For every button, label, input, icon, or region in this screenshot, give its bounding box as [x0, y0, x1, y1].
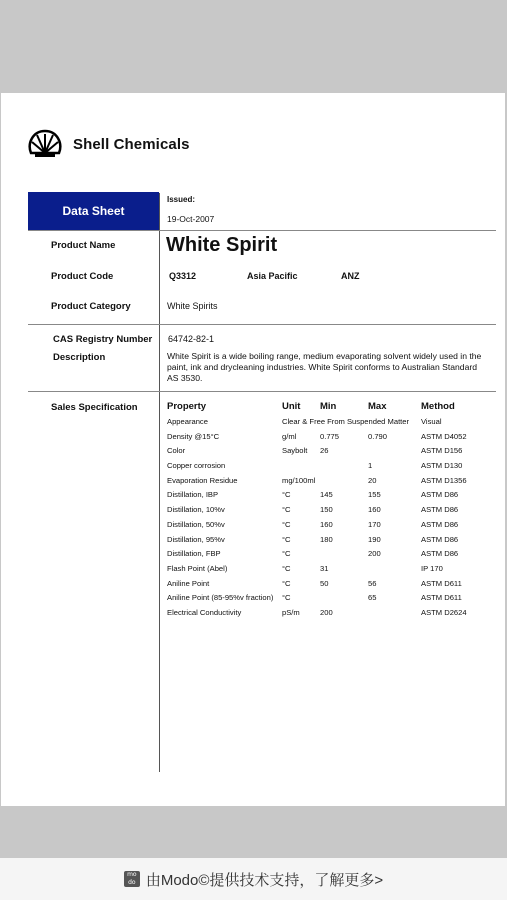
table-cell: pS/m — [282, 607, 300, 617]
table-cell: ASTM D86 — [421, 534, 459, 544]
table-cell — [282, 461, 320, 476]
table-row — [167, 564, 481, 579]
table-cell: °C — [282, 519, 291, 529]
table-cell: 150 — [320, 505, 333, 515]
table-row — [167, 417, 481, 432]
col-header: Method — [421, 401, 455, 412]
product-code-label: Product Code — [51, 271, 114, 282]
table-cell: °C — [282, 490, 291, 500]
divider — [28, 230, 496, 231]
table-cell: Distillation, IBP — [167, 490, 219, 500]
table-cell: °C — [282, 563, 291, 573]
table-cell: 20 — [368, 475, 377, 485]
col-header: Unit — [282, 401, 301, 412]
table-cell — [368, 446, 421, 461]
brand-name: Shell Chemicals — [73, 135, 190, 153]
table-cell: 26 — [320, 446, 329, 456]
table-cell: 1 — [368, 461, 373, 471]
table-cell — [320, 549, 368, 564]
col-header: Min — [320, 401, 337, 412]
table-cell: °C — [282, 593, 291, 603]
table-cell — [320, 461, 368, 476]
table-cell: ASTM D86 — [421, 490, 459, 500]
table-cell: 56 — [368, 578, 377, 588]
table-cell: 200 — [368, 549, 381, 559]
vertical-divider — [159, 193, 160, 772]
cas-number: 64742-82-1 — [168, 334, 215, 344]
issued-label: Issued: — [167, 195, 196, 204]
table-cell: ASTM D1356 — [421, 475, 467, 485]
product-name: White Spirit — [166, 234, 278, 256]
table-row — [167, 549, 481, 564]
table-cell: ASTM D130 — [421, 461, 463, 471]
table-row — [167, 579, 481, 594]
col-header: Max — [368, 401, 387, 412]
table-cell: 0.790 — [368, 431, 388, 441]
table-cell: 31 — [320, 563, 329, 573]
data-sheet-banner: Data Sheet — [28, 192, 159, 230]
product-region: Asia Pacific — [247, 271, 298, 281]
footer-link[interactable]: 由Modo©提供技术支持，了解更多> — [145, 871, 384, 889]
product-code: Q3312 — [169, 271, 197, 281]
product-category-label: Product Category — [51, 301, 131, 312]
table-cell: Distillation, 95%v — [167, 534, 225, 544]
table-cell: Saybolt — [282, 446, 308, 456]
issued-date: 19-Oct-2007 — [167, 214, 215, 224]
spec-table — [167, 401, 481, 623]
table-cell: Copper corrosion — [167, 461, 226, 471]
table-row — [167, 446, 481, 461]
table-cell: 160 — [368, 505, 381, 515]
table-row — [167, 505, 481, 520]
table-cell: 145 — [320, 490, 333, 500]
table-cell: ASTM D86 — [421, 519, 459, 529]
table-cell: 170 — [368, 519, 381, 529]
table-cell: Color — [167, 446, 186, 456]
table-cell — [320, 593, 368, 608]
table-cell: 200 — [320, 607, 333, 617]
divider — [28, 324, 496, 325]
product-category: White Spirits — [167, 301, 218, 311]
table-cell: ASTM D86 — [421, 549, 459, 559]
footer-bar[interactable] — [0, 858, 507, 900]
table-cell: Evaporation Residue — [167, 475, 238, 485]
table-cell: 0.775 — [320, 431, 340, 441]
table-cell: °C — [282, 505, 291, 515]
modo-icon: mo do — [124, 871, 140, 887]
table-cell: ASTM D611 — [421, 578, 462, 588]
table-cell — [368, 608, 421, 623]
table-cell — [368, 564, 421, 579]
shell-logo-icon — [27, 129, 63, 159]
table-cell: °C — [282, 578, 291, 588]
table-cell: 160 — [320, 519, 333, 529]
table-cell: Distillation, 10%v — [167, 505, 225, 515]
spec-header-row — [167, 401, 481, 417]
table-cell: Visual — [421, 417, 442, 426]
table-cell: °C — [282, 549, 291, 559]
table-row — [167, 520, 481, 535]
table-row — [167, 432, 481, 447]
cas-label: CAS Registry Number — [53, 334, 153, 345]
description-label: Description — [53, 352, 106, 363]
table-cell: g/ml — [282, 431, 297, 441]
table-row — [167, 476, 481, 491]
brand-logo — [27, 129, 190, 159]
table-cell: mg/100ml — [282, 475, 316, 485]
table-cell: 65 — [368, 593, 377, 603]
table-row — [167, 608, 481, 623]
table-cell: Distillation, 50%v — [167, 519, 225, 529]
table-cell: ASTM D611 — [421, 593, 462, 603]
table-cell: Density @15°C — [167, 431, 220, 441]
sales-spec-label: Sales Specification — [51, 402, 138, 413]
product-name-label: Product Name — [51, 240, 116, 251]
table-row — [167, 535, 481, 550]
product-market: ANZ — [341, 271, 360, 281]
table-row — [167, 593, 481, 608]
table-cell: Aniline Point — [167, 578, 210, 588]
table-cell: ASTM D2624 — [421, 607, 467, 617]
table-cell: Flash Point (Abel) — [167, 563, 228, 573]
table-row — [167, 461, 481, 476]
table-row — [167, 490, 481, 505]
table-cell: ASTM D156 — [421, 446, 463, 456]
table-cell — [320, 476, 368, 491]
table-cell: ASTM D86 — [421, 505, 459, 515]
table-cell: 50 — [320, 578, 329, 588]
table-cell: 180 — [320, 534, 333, 544]
table-cell: 155 — [368, 490, 381, 500]
col-header: Property — [167, 401, 207, 412]
table-cell: Electrical Conductivity — [167, 607, 242, 617]
table-cell: Aniline Point (85-95%v fraction) — [167, 593, 274, 603]
table-cell: °C — [282, 534, 291, 544]
table-cell: 190 — [368, 534, 381, 544]
table-cell: IP 170 — [421, 563, 443, 573]
divider — [28, 391, 496, 392]
description-text: White Spirit is a wide boiling range, medium evaporating solvent widely used in the paint, ink and drycleaning industries. White Spirit conforms to Australian Standard AS 3530. — [167, 351, 482, 383]
table-cell: Clear & Free From Suspended Matter — [282, 417, 410, 426]
table-cell: Distillation, FBP — [167, 549, 221, 559]
document-page — [1, 93, 505, 806]
table-cell: ASTM D4052 — [421, 431, 467, 441]
table-cell: Appearance — [167, 417, 208, 426]
